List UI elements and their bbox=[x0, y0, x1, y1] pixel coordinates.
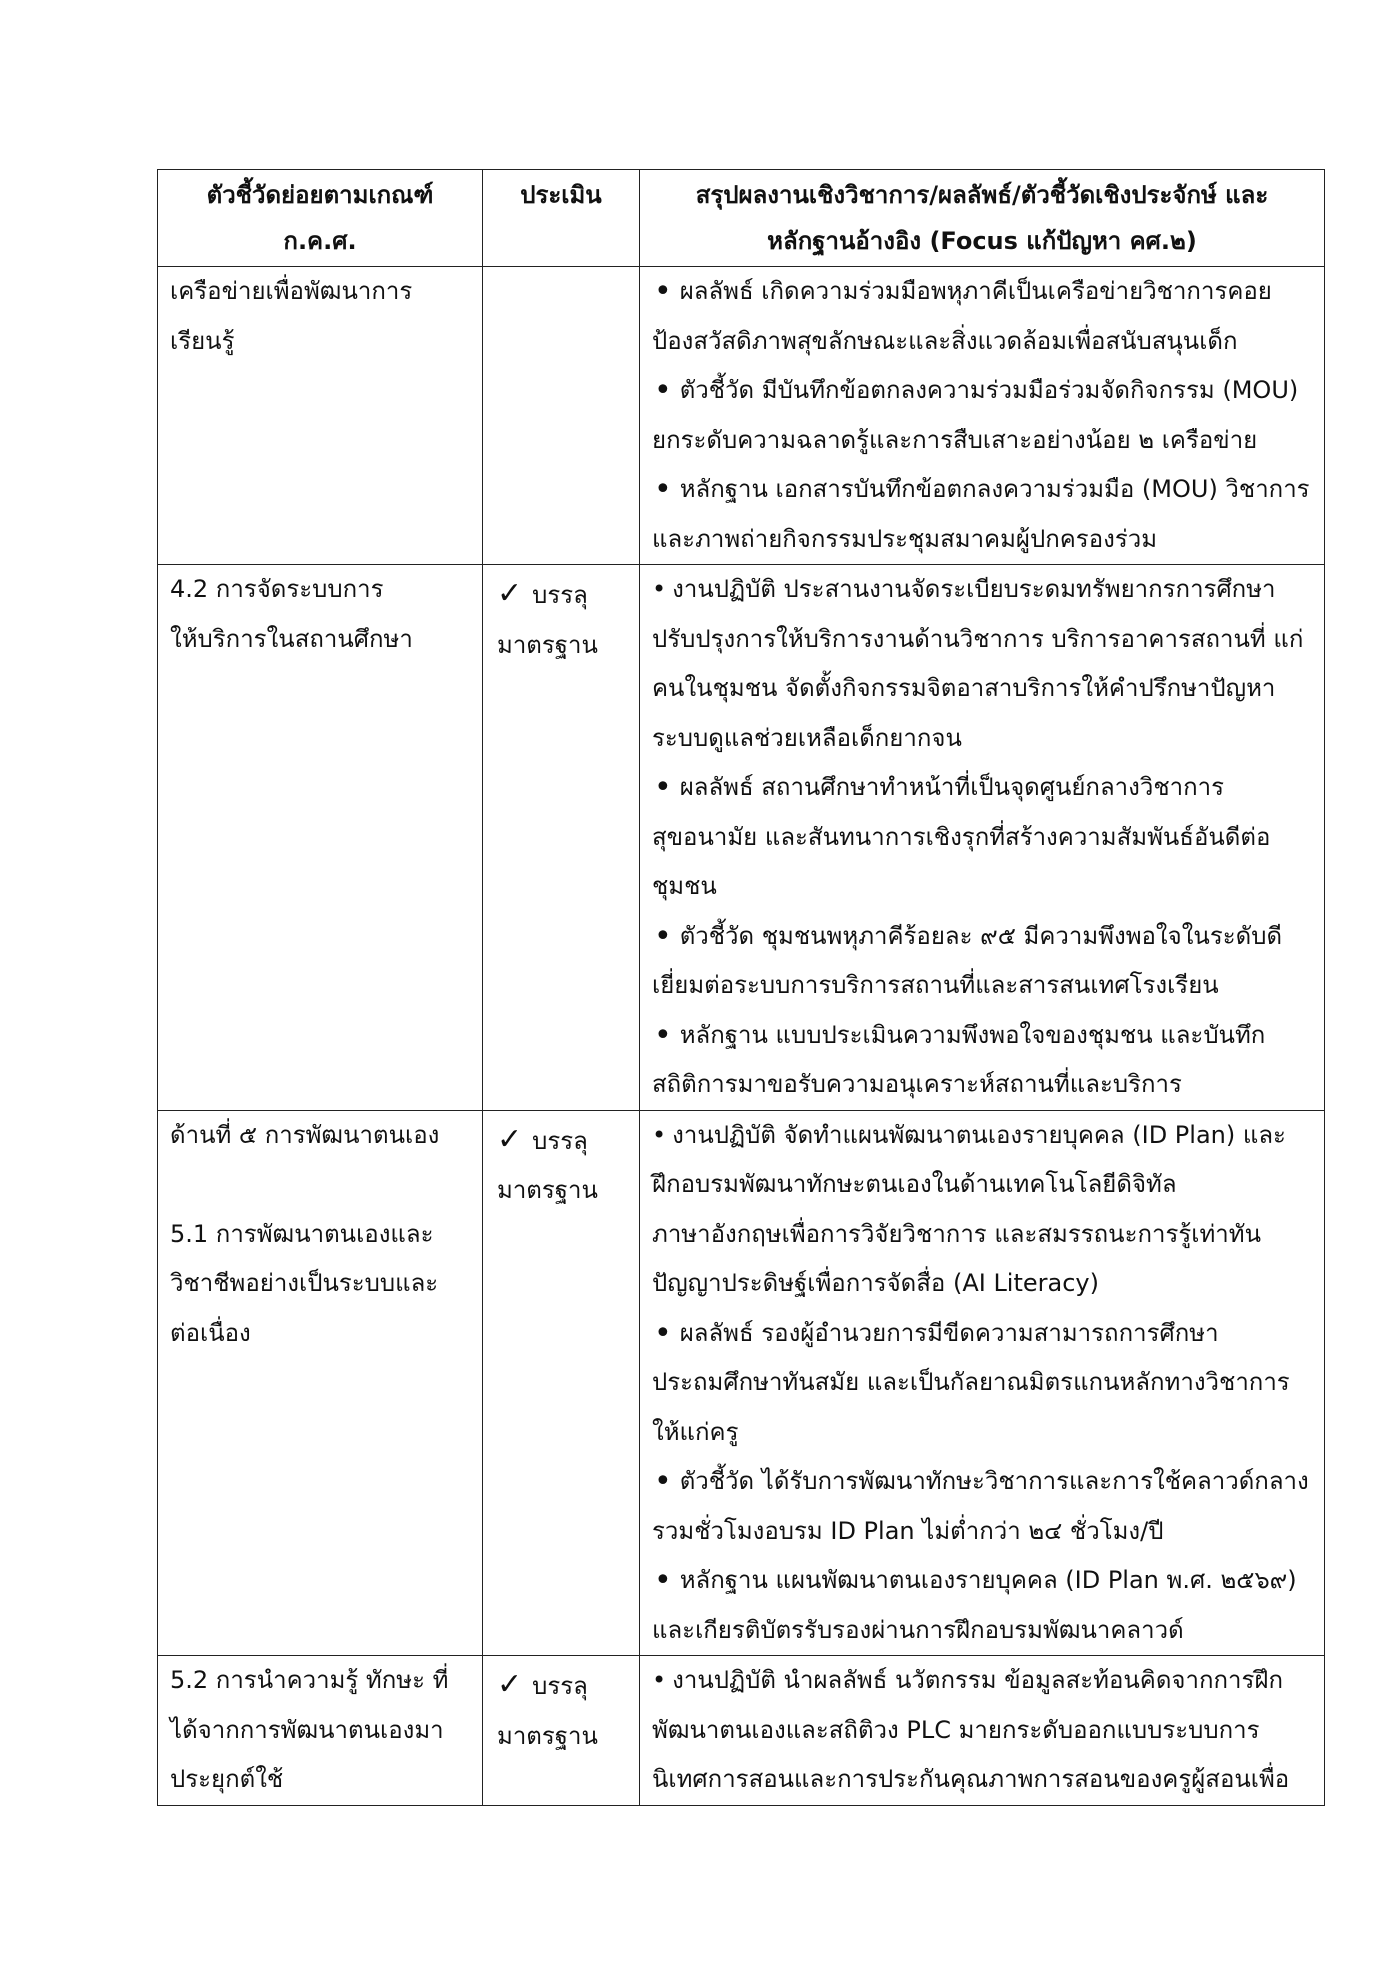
summary-line bbox=[652, 1111, 1312, 1161]
summary-line bbox=[652, 1011, 1312, 1061]
table-row bbox=[158, 267, 1325, 565]
evaluation-status: บรรลุ bbox=[532, 1672, 588, 1700]
evaluation-cell bbox=[483, 1110, 640, 1656]
table-row bbox=[158, 565, 1325, 1111]
summary-text: ผลลัพธ์ เกิดความร่วมมือพหุภาคีเป็นเครือข่ายวิชาการคอย bbox=[679, 277, 1272, 305]
evaluation-status: มาตรฐาน bbox=[497, 1721, 598, 1750]
summary-text: และเกียรติบัตรรับรองผ่านการฝึกอบรมพัฒนาคลาวด์ bbox=[652, 1615, 1184, 1644]
summary-line bbox=[652, 1408, 1312, 1458]
evaluation-cell bbox=[483, 267, 640, 565]
summary-text: พัฒนาตนเองและสถิติวง PLC มายกระดับออกแบบระบบการ bbox=[652, 1715, 1260, 1744]
summary-line bbox=[652, 317, 1312, 367]
summary-cell bbox=[640, 1110, 1325, 1656]
bullet-icon: • bbox=[654, 1464, 672, 1499]
summary-line bbox=[652, 714, 1312, 764]
bullet-icon: • bbox=[652, 1120, 667, 1149]
evaluation-line bbox=[497, 1660, 627, 1712]
evaluation-status: มาตรฐาน bbox=[497, 1176, 598, 1204]
summary-text: ปรับปรุงการให้บริการงานด้านวิชาการ บริการอาคารสถานที่ แก่ bbox=[652, 624, 1304, 653]
summary-text: ตัวชี้วัด มีบันทึกข้อตกลงความร่วมมือร่วมจัดกิจกรรม (MOU) bbox=[679, 376, 1299, 404]
summary-text: สถิติการมาขอรับความอนุเคราะห์สถานที่และบริการ bbox=[652, 1070, 1182, 1098]
summary-line bbox=[652, 862, 1312, 912]
summary-line bbox=[652, 1556, 1312, 1606]
table-row bbox=[158, 1110, 1325, 1656]
evaluation-line bbox=[497, 569, 627, 621]
summary-text: งานปฏิบัติ นำผลลัพธ์ นวัตกรรม ข้อมูลสะท้อนคิดจากการฝึก bbox=[672, 1666, 1283, 1694]
summary-line bbox=[652, 366, 1312, 416]
summary-line bbox=[652, 664, 1312, 714]
indicator-line: ประยุกต์ใช้ bbox=[170, 1765, 284, 1793]
bullet-icon: • bbox=[654, 1563, 672, 1598]
summary-text: ป้องสวัสดิภาพสุขลักษณะและสิ่งแวดล้อมเพื่อสนับสนุนเด็ก bbox=[652, 326, 1238, 355]
summary-text: ผลลัพธ์ สถานศึกษาทำหน้าที่เป็นจุดศูนย์กลางวิชาการ bbox=[679, 773, 1224, 801]
table-row bbox=[158, 1656, 1325, 1806]
header-summary-line: สรุปผลงานเชิงวิชาการ/ผลลัพธ์/ตัวชี้วัดเชิงประจักษ์ และ bbox=[695, 181, 1269, 209]
indicator-cell bbox=[158, 1110, 483, 1656]
summary-text: หลักฐาน เอกสารบันทึกข้อตกลงความร่วมมือ (MOU) วิชาการ bbox=[679, 475, 1310, 503]
evaluation-cell bbox=[483, 565, 640, 1111]
evaluation-cell bbox=[483, 1656, 640, 1806]
bullet-icon: • bbox=[654, 918, 672, 954]
header-indicator-line: ก.ค.ศ. bbox=[283, 227, 357, 255]
summary-text: รวมชั่วโมงอบรม ID Plan ไม่ต่ำกว่า ๒๔ ชั่วโมง/ปี bbox=[652, 1516, 1164, 1545]
bullet-icon: • bbox=[654, 770, 672, 805]
summary-text: ปัญญาประดิษฐ์เพื่อการจัดสื่อ (AI Literacy) bbox=[652, 1269, 1099, 1297]
summary-line bbox=[652, 1309, 1312, 1359]
checkmark-icon: ✓ bbox=[497, 576, 523, 611]
summary-cell bbox=[640, 1656, 1325, 1806]
evaluation-status: มาตรฐาน bbox=[497, 630, 598, 659]
summary-text: ชุมชน bbox=[652, 872, 717, 900]
indicator-cell bbox=[158, 267, 483, 565]
summary-line bbox=[652, 615, 1312, 665]
indicator-cell bbox=[158, 1656, 483, 1806]
summary-line bbox=[652, 416, 1312, 466]
header-indicator-line: ตัวชี้วัดย่อยตามเกณฑ์ bbox=[206, 181, 434, 209]
bullet-icon: • bbox=[652, 575, 667, 603]
evaluation-table bbox=[157, 169, 1325, 1806]
summary-text: ตัวชี้วัด ชุมชนพหุภาคีร้อยละ ๙๕ มีความพึงพอใจในระดับดี bbox=[679, 921, 1283, 950]
summary-line bbox=[652, 1210, 1312, 1260]
summary-text: ให้แก่ครู bbox=[652, 1417, 739, 1446]
header-evaluation-label: ประเมิน bbox=[520, 181, 602, 209]
summary-text: ผลลัพธ์ รองผู้อำนวยการมีขีดความสามารถการศึกษา bbox=[679, 1318, 1219, 1347]
summary-line bbox=[652, 1060, 1312, 1110]
summary-text: หลักฐาน แผนพัฒนาตนเองรายบุคคล (ID Plan พ.ศ. ๒๕๖๙) bbox=[679, 1566, 1297, 1594]
summary-text: หลักฐาน แบบประเมินความพึงพอใจของชุมชน และบันทึก bbox=[679, 1020, 1266, 1049]
summary-text: ยกระดับความฉลาดรู้และการสืบเสาะอย่างน้อย ๒ เครือข่าย bbox=[652, 425, 1258, 454]
evaluation-line bbox=[497, 1115, 627, 1167]
summary-line bbox=[652, 267, 1312, 317]
summary-line bbox=[652, 1606, 1312, 1656]
summary-line bbox=[652, 961, 1312, 1011]
summary-text: ระบบดูแลช่วยเหลือเด็กยากจน bbox=[652, 723, 962, 752]
indicator-line: ได้จากการพัฒนาตนเองมา bbox=[170, 1715, 444, 1744]
summary-line bbox=[652, 813, 1312, 863]
evaluation-status: บรรลุ bbox=[532, 1126, 588, 1155]
summary-text: คนในชุมชน จัดตั้งกิจกรรมจิตอาสาบริการให้คำปรึกษาปัญหา bbox=[652, 674, 1276, 702]
indicator-cell bbox=[158, 565, 483, 1111]
summary-line bbox=[652, 465, 1312, 515]
summary-line bbox=[652, 1259, 1312, 1309]
summary-line bbox=[652, 1706, 1312, 1756]
summary-text: งานปฏิบัติ ประสานงานจัดระเบียบระดมทรัพยากรการศึกษา bbox=[672, 575, 1276, 603]
summary-text: สุขอนามัย และสันทนาการเชิงรุกที่สร้างความสัมพันธ์อันดีต่อ bbox=[652, 822, 1271, 851]
header-evaluation bbox=[483, 170, 640, 267]
summary-line bbox=[652, 1160, 1312, 1210]
indicator-line: ให้บริการในสถานศึกษา bbox=[170, 624, 413, 653]
summary-line bbox=[652, 912, 1312, 962]
indicator-line: 5.1 การพัฒนาตนเองและ bbox=[170, 1219, 434, 1248]
indicator-line: ด้านที่ ๕ การพัฒนาตนเอง bbox=[170, 1120, 440, 1149]
indicator-line: วิชาชีพอย่างเป็นระบบและ bbox=[170, 1269, 439, 1297]
indicator-line: 5.2 การนำความรู้ ทักษะ ที่ bbox=[170, 1666, 449, 1694]
indicator-line: เรียนรู้ bbox=[170, 326, 235, 355]
summary-cell bbox=[640, 267, 1325, 565]
summary-cell bbox=[640, 565, 1325, 1111]
header-summary bbox=[640, 170, 1325, 267]
summary-text: และภาพถ่ายกิจกรรมประชุมสมาคมผู้ปกครองร่วม bbox=[652, 524, 1158, 553]
summary-text: นิเทศการสอนและการประกันคุณภาพการสอนของครูผู้สอนเพื่อ bbox=[652, 1765, 1290, 1793]
summary-line bbox=[652, 1457, 1312, 1507]
checkmark-icon: ✓ bbox=[497, 1667, 523, 1702]
bullet-icon: • bbox=[652, 1666, 667, 1694]
summary-text: งานปฏิบัติ จัดทำแผนพัฒนาตนเองรายบุคคล (ID Plan) และ bbox=[672, 1120, 1286, 1149]
summary-text: ตัวชี้วัด ได้รับการพัฒนาทักษะวิชาการและการใช้คลาวด์กลาง bbox=[679, 1467, 1309, 1495]
checkmark-icon: ✓ bbox=[497, 1121, 523, 1157]
line-spacer bbox=[170, 1160, 470, 1210]
table-header-row bbox=[158, 170, 1325, 267]
bullet-icon: • bbox=[654, 1017, 672, 1053]
summary-line bbox=[652, 763, 1312, 813]
bullet-icon: • bbox=[654, 472, 672, 507]
header-indicator bbox=[158, 170, 483, 267]
table-body bbox=[158, 267, 1325, 1806]
summary-line bbox=[652, 1358, 1312, 1408]
summary-text: เยี่ยมต่อระบบการบริการสถานที่และสารสนเทศโรงเรียน bbox=[652, 971, 1219, 999]
summary-text: ประถมศึกษาทันสมัย และเป็นกัลยาณมิตรแกนหลักทางวิชาการ bbox=[652, 1368, 1290, 1396]
summary-text: ภาษาอังกฤษเพื่อการวิจัยวิชาการ และสมรรถนะการรู้เท่าทัน bbox=[652, 1219, 1261, 1248]
summary-line bbox=[652, 515, 1312, 565]
evaluation-status: บรรลุ bbox=[532, 581, 588, 609]
summary-line bbox=[652, 1656, 1312, 1706]
summary-text: ฝึกอบรมพัฒนาทักษะตนเองในด้านเทคโนโลยีดิจิทัล bbox=[652, 1170, 1177, 1198]
header-summary-line: หลักฐานอ้างอิง (Focus แก้ปัญหา คศ.๒) bbox=[767, 227, 1197, 255]
summary-line bbox=[652, 565, 1312, 615]
indicator-line: ต่อเนื่อง bbox=[170, 1318, 251, 1347]
bullet-icon: • bbox=[654, 1315, 672, 1351]
summary-line bbox=[652, 1507, 1312, 1557]
indicator-line: เครือข่ายเพื่อพัฒนาการ bbox=[170, 277, 413, 305]
indicator-line: 4.2 การจัดระบบการ bbox=[170, 575, 384, 603]
bullet-icon: • bbox=[654, 373, 672, 408]
summary-line bbox=[652, 1755, 1312, 1805]
bullet-icon: • bbox=[654, 274, 672, 309]
